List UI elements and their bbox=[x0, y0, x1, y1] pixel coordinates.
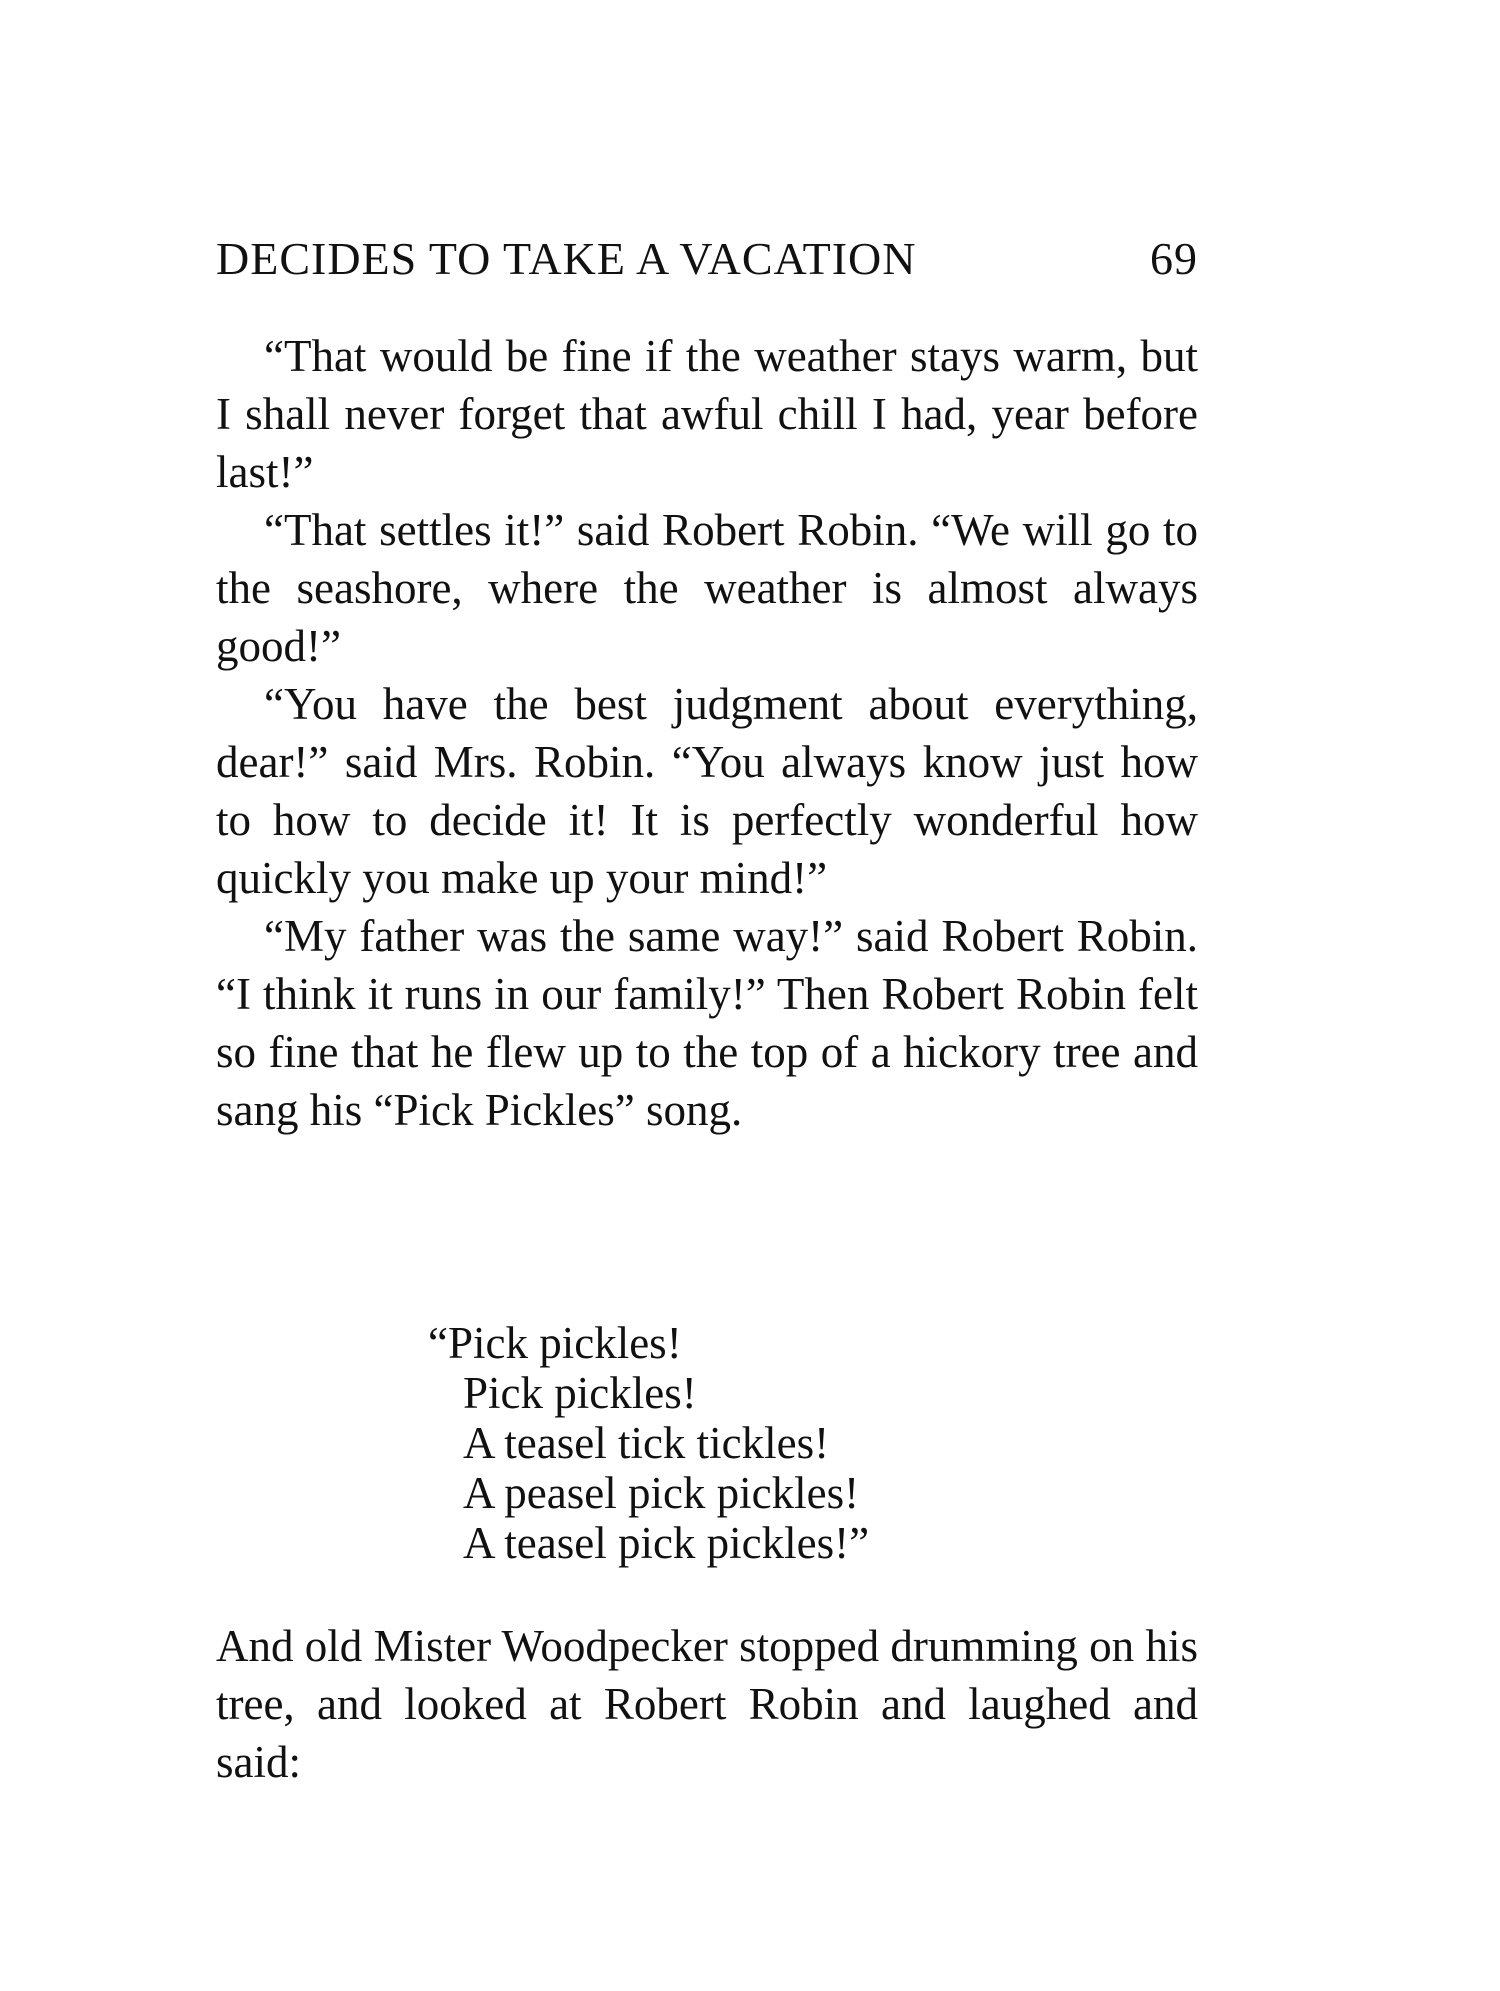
verse-line: Pick pickles! bbox=[463, 1368, 697, 1418]
closing-text bbox=[216, 1617, 1198, 1791]
body-text bbox=[216, 327, 1198, 1139]
paragraph: “You have the best judgment about everything, dear!” said Mrs. Robin. “You always know just how to how to decide it! It is perfectly wonderful how quickly you make up your mind!” bbox=[216, 679, 1198, 903]
paragraph: “My father was the same way!” said Robert Robin. “I think it runs in our family!” Then Robert Robin felt so fine that he flew up to the top of a hickory tree and sang his “Pick Pickles” song. bbox=[216, 911, 1198, 1135]
closing-paragraph: And old Mister Woodpecker stopped drumming on his tree, and looked at Robert Robin and laughed and said: bbox=[216, 1621, 1198, 1787]
verse-line: A peasel pick pickles! bbox=[463, 1468, 860, 1518]
chapter-title: DECIDES TO TAKE A VACATION bbox=[216, 233, 917, 284]
running-head bbox=[216, 232, 1198, 285]
paragraph: “That would be fine if the weather stays warm, but I shall never forget that awful chill I had, year before last!” bbox=[216, 331, 1198, 497]
verse-line: “Pick pickles! bbox=[428, 1318, 682, 1368]
paragraph: “That settles it!” said Robert Robin. “We will go to the seashore, where the weather is almost always good!” bbox=[216, 505, 1198, 671]
verse-line: A teasel tick tickles! bbox=[463, 1418, 830, 1468]
verse-line: A teasel pick pickles!” bbox=[463, 1518, 870, 1568]
song-verse bbox=[428, 1318, 869, 1568]
page-number: 69 bbox=[1150, 233, 1198, 284]
